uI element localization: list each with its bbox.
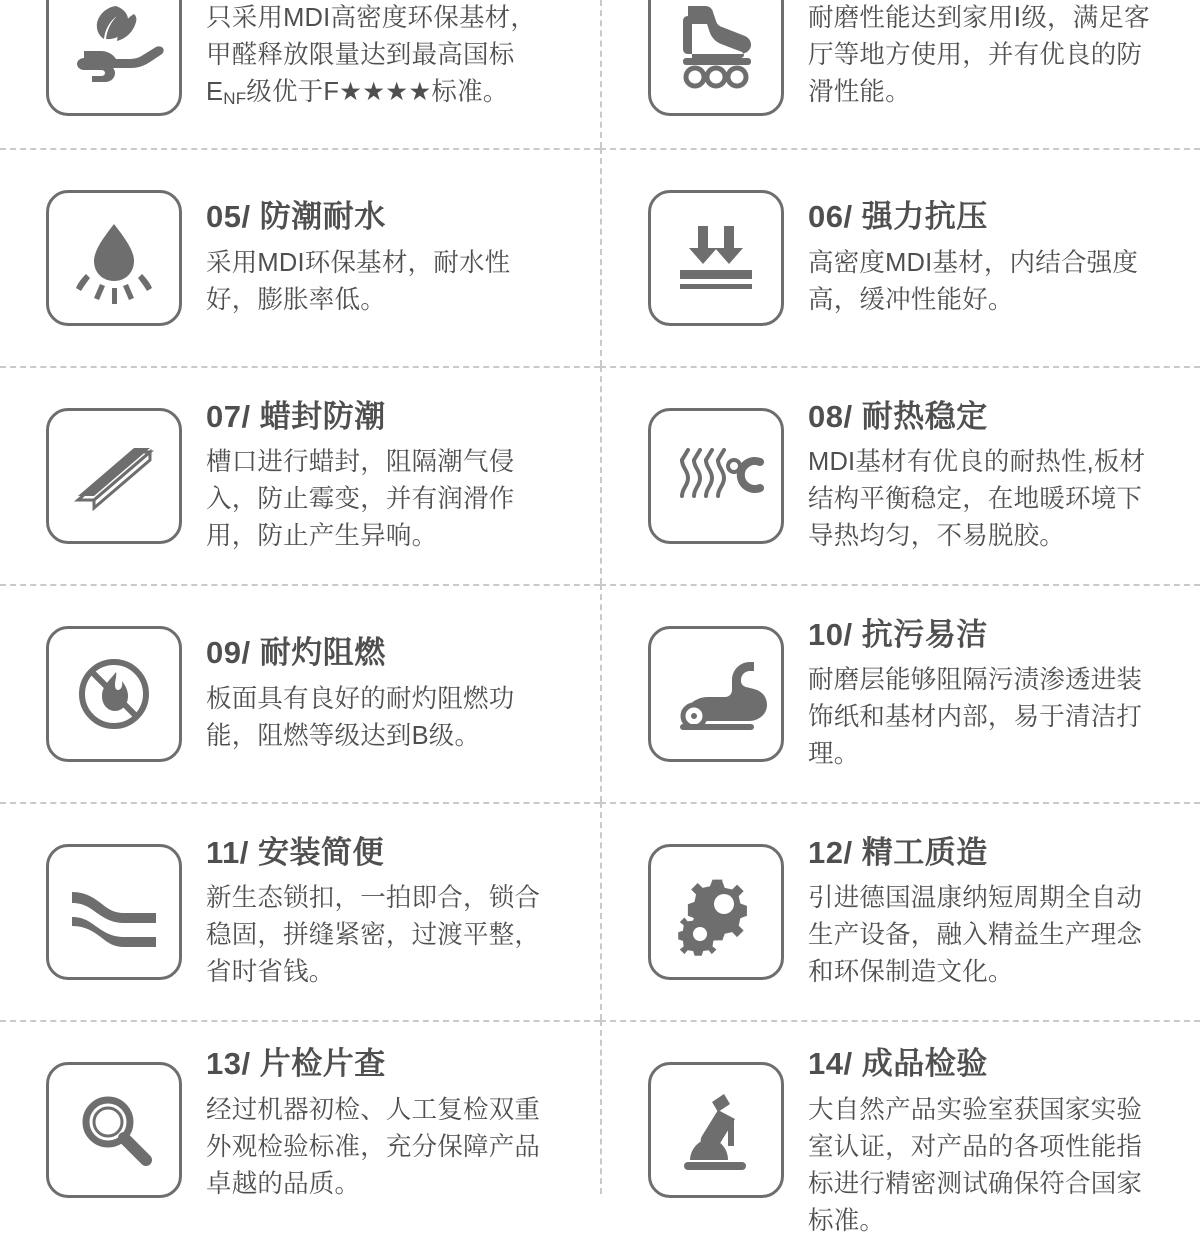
feature-number-10: 10/ [808,616,853,652]
feature-text-08 [808,397,1154,556]
feature-title-text-05: 防潮耐水 [259,199,386,235]
click-lock-icon [46,844,182,980]
feature-title-text-10: 抗污易洁 [861,616,988,652]
feature-title-08 [808,399,1154,435]
feature-row-b [0,148,1200,366]
compression-arrows-icon [648,190,784,326]
feature-title-07 [206,399,554,435]
feature-text-01 [206,0,554,111]
feature-row-c [0,366,1200,584]
no-fire-icon [46,626,182,762]
feature-title-06 [808,199,1154,235]
feature-card-06 [600,148,1200,366]
feature-title-text-06: 强力抗压 [861,199,988,235]
feature-desc-02: 耐磨性能达到家用Ⅰ级，满足客厅等地方使用，并有优良的防滑性能。 [808,4,1150,106]
feature-card-01 [0,0,600,148]
feature-number-11: 11/ [206,834,249,870]
feature-title-text-12: 精工质造 [861,834,988,870]
feature-card-05 [0,148,600,366]
feature-title-12 [808,835,1154,871]
feature-desc-10: 耐磨层能够阻隔污渍渗透进装饰纸和基材内部，易于清洁打理。 [808,666,1143,769]
feature-text-02 [808,0,1154,111]
water-drop-icon [46,190,182,326]
feature-desc-14: 大自然产品实验室获国家实验室认证，对产品的各项性能指标进行精密测试确保符合国家标准。 [808,1095,1143,1235]
feature-text-11 [206,833,554,992]
feature-text-10 [808,615,1154,774]
feature-title-09 [206,635,554,671]
feature-title-05 [206,199,554,235]
feature-desc-05: 采用MDI环保基材，耐水性好，膨胀率低。 [206,248,511,314]
roller-skate-icon [648,0,784,116]
feature-number-05: 05/ [206,199,251,235]
feature-number-12: 12/ [808,834,853,870]
feature-card-11 [0,802,600,1020]
feature-row-f [0,1020,1200,1235]
feature-row-a [0,0,1200,148]
feature-title-text-11: 安装简便 [258,834,385,870]
feature-desc-07: 槽口进行蜡封，阻隔潮气侵入，防止霉变，并有润滑作用，防止产生异响。 [206,448,515,551]
feature-card-09 [0,584,600,802]
feature-title-11 [206,835,554,871]
microscope-icon [648,1062,784,1198]
gears-icon [648,844,784,980]
feature-number-09: 09/ [206,635,251,671]
feature-title-10 [808,617,1154,653]
feature-row-d [0,584,1200,802]
plank-wax-icon [46,408,182,544]
feature-card-10 [600,584,1200,802]
feature-card-02 [600,0,1200,148]
feature-text-14 [808,1044,1154,1240]
feature-card-14 [600,1020,1200,1235]
feature-desc-08: MDI基材有优良的耐热性,板材结构平衡稳定，在地暖环境下导热均匀，不易脱胶。 [808,448,1146,551]
feature-card-07 [0,366,600,584]
feature-number-07: 07/ [206,398,251,434]
feature-desc-09: 板面具有良好的耐灼阻燃功能，阻燃等级达到B级。 [206,684,515,750]
feature-text-06 [808,197,1154,319]
feature-title-text-07: 蜡封防潮 [259,398,386,434]
feature-desc-06: 高密度MDI基材，内结合强度高，缓冲性能好。 [808,248,1139,314]
feature-card-08 [600,366,1200,584]
feature-desc-13: 经过机器初检、人工复检双重外观检验标准，充分保障产品卓越的品质。 [206,1095,541,1198]
feature-text-12 [808,833,1154,992]
feature-title-text-14: 成品检验 [861,1046,988,1081]
feature-title-14 [808,1046,1154,1082]
feature-title-13 [206,1046,554,1082]
feature-text-05 [206,197,554,319]
feature-text-09 [206,633,554,755]
feature-number-13: 13/ [206,1046,251,1081]
feature-title-text-13: 片检片查 [259,1046,386,1081]
feature-text-07 [206,397,554,556]
feature-title-text-09: 耐灼阻燃 [259,635,386,671]
feature-number-14: 14/ [808,1046,853,1081]
feature-title-text-08: 耐热稳定 [861,398,988,434]
feature-desc-11: 新生态锁扣，一拍即合，锁合稳固，拼缝紧密，过渡平整，省时省钱。 [206,884,541,987]
feature-card-13 [0,1020,600,1198]
magnifier-icon [46,1062,182,1198]
feature-text-13 [206,1044,554,1203]
feature-desc-12: 引进德国温康纳短周期全自动生产设备，融入精益生产理念和环保制造文化。 [808,884,1143,987]
feature-number-08: 08/ [808,398,853,434]
feature-row-e [0,802,1200,1020]
feature-desc-01: 只采用MDI高密度环保基材，甲醛释放限量达到最高国标$E_{NF}$级优于F★★★★标准。 [206,4,537,108]
leaf-in-hand-icon [46,0,182,116]
vacuum-cleaner-icon [648,626,784,762]
heat-celsius-icon [648,408,784,544]
feature-card-12 [600,802,1200,1020]
feature-number-06: 06/ [808,199,853,235]
